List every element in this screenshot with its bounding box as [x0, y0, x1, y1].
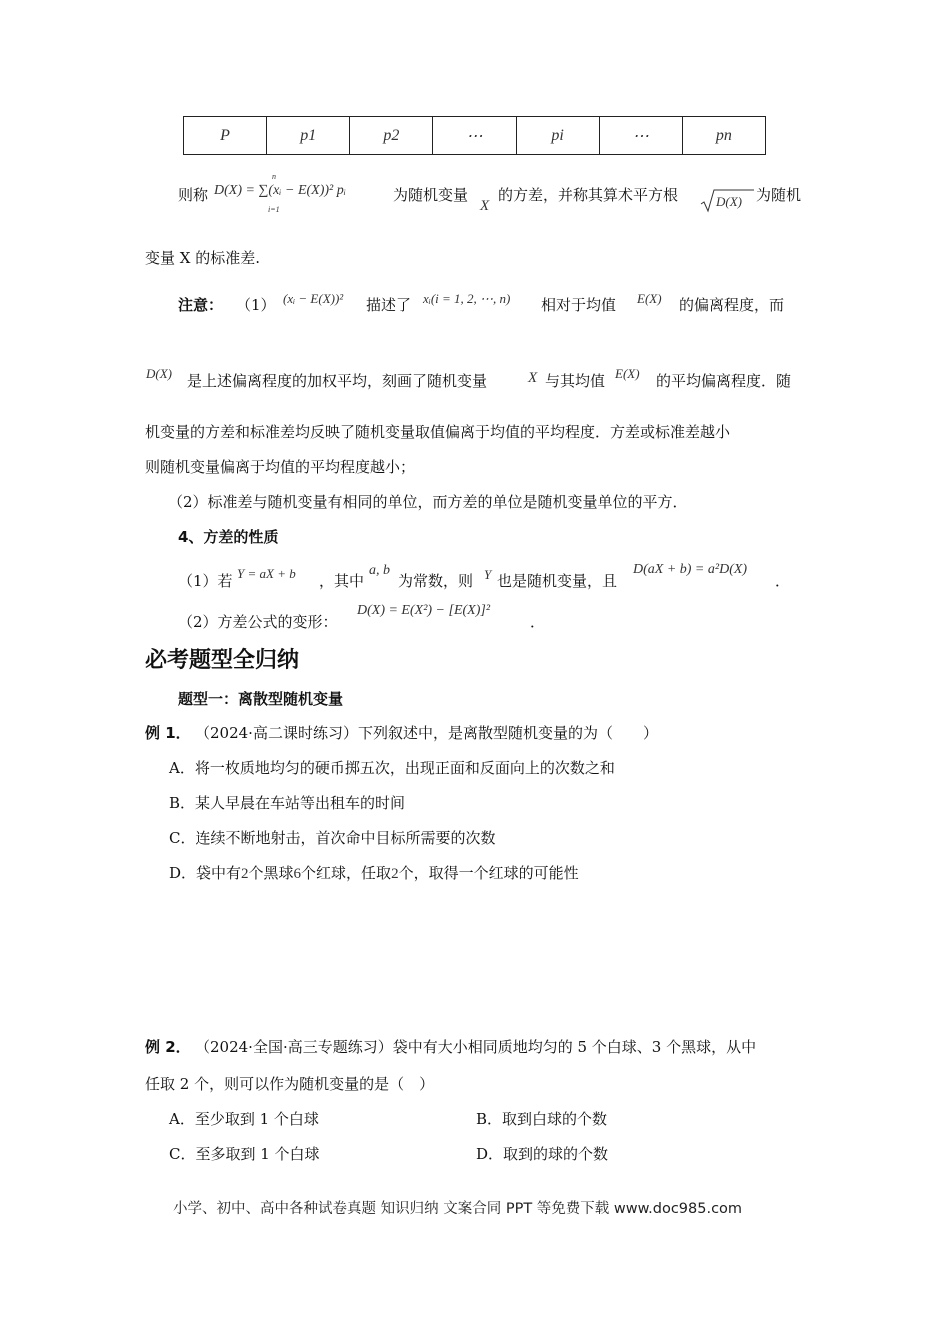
var-x: X: [480, 198, 490, 214]
prop-2-period: ．: [530, 613, 546, 631]
def-text-2: 为随机变量: [393, 186, 469, 204]
note-1-text-d: 的偏离程度，而: [679, 296, 785, 314]
section-title-variance-properties: 4、方差的性质: [178, 528, 279, 546]
deviation-formula: (xᵢ − E(X))²: [283, 291, 344, 306]
xi-range: xᵢ(i = 1, 2, ⋯, n): [423, 291, 511, 306]
prop-1-text-a: （1）若: [178, 572, 233, 590]
table-cell-p2: p2: [350, 117, 433, 155]
def-text-1: 则称: [178, 186, 209, 204]
example-2-option-c: C．至多取到 1 个白球: [169, 1145, 320, 1163]
example-2-label: 例 2．: [145, 1038, 191, 1056]
example-2-option-a: A．至少取到 1 个白球: [169, 1110, 319, 1128]
linear-transform-formula: Y = aX + b: [237, 566, 296, 581]
prop-1-period: ．: [775, 572, 791, 590]
example-2-option-d: D．取到的球的个数: [476, 1145, 609, 1163]
example-1-option-c: C．连续不断地射击，首次命中目标所需要的次数: [169, 829, 496, 847]
distribution-table: [183, 116, 766, 155]
note-line-4: 则随机变量偏离于均值的平均程度越小；: [145, 458, 416, 476]
example-1-label: 例 1．: [145, 724, 191, 742]
table-row: [184, 117, 766, 155]
example-2-option-b: B．取到白球的个数: [476, 1110, 608, 1128]
def-text-4: 为随机: [756, 186, 802, 204]
def-line-2: 变量 X 的标准差.: [145, 249, 260, 267]
sum-lower-limit: i=1: [268, 205, 280, 214]
prop-1-text-b: ，其中: [319, 572, 365, 590]
table-cell-pn: pn: [682, 117, 765, 155]
example-1-stem: （2024·高二课时练习）下列叙述中，是离散型随机变量的为（ ）: [195, 724, 658, 742]
variance-alt-formula: D(X) = E(X²) − [E(X)]²: [357, 603, 491, 618]
page-heading: 必考题型全归纳: [145, 648, 300, 673]
mean-ex-2: E(X): [615, 366, 640, 381]
note-1-text-c: 相对于均值: [541, 296, 617, 314]
question-type-1-title: 题型一：离散型随机变量: [178, 690, 344, 708]
sqrt-argument: D(X): [716, 194, 742, 209]
page-footer: 小学、初中、高中各种试卷真题 知识归纳 文案合同 PPT 等免费下载 www.doc985.com: [173, 1201, 743, 1217]
table-cell-pi: pi: [516, 117, 599, 155]
dx-symbol: D(X): [146, 366, 172, 381]
table-cell-p: P: [184, 117, 267, 155]
example-2-stem-line-2: 任取 2 个，则可以作为随机变量的是（ ）: [145, 1075, 435, 1093]
note-1-text-b: 描述了: [366, 296, 412, 314]
constants-ab: a, b: [369, 563, 390, 578]
prop-2-text-a: （2）方差公式的变形：: [178, 613, 338, 631]
def-text-3: 的方差，并称其算术平方根: [498, 186, 679, 204]
example-1-option-a: A．将一枚质地均匀的硬币掷五次，出现正面和反面向上的次数之和: [169, 759, 615, 777]
var-y: Y: [484, 567, 492, 582]
example-1-option-b: B．某人早晨在车站等出租车的时间: [169, 794, 406, 812]
table-cell-dots: ⋯: [433, 117, 516, 155]
variance-linear-property: D(aX + b) = a²D(X): [633, 562, 748, 577]
example-1-option-d: D．袋中有2个黑球6个红球，任取2个，取得一个红球的可能性: [169, 864, 579, 882]
prop-1-text-d: 也是随机变量，且: [497, 572, 618, 590]
note-2-text-b: 与其均值: [545, 372, 606, 390]
example-2-stem-line-1: （2024·全国·高三专题练习）袋中有大小相同质地均匀的 5 个白球、3 个黑球，从中: [195, 1038, 757, 1056]
table-cell-p1: p1: [267, 117, 350, 155]
mean-ex: E(X): [637, 291, 662, 306]
note-line-5: （2）标准差与随机变量有相同的单位，而方差的单位是随机变量单位的平方．: [168, 493, 688, 511]
var-x-2: X: [528, 370, 538, 386]
sum-upper-limit: n: [272, 172, 276, 181]
note-2-text-c: 的平均偏离程度．随: [656, 372, 792, 390]
variance-formula: D(X) = ∑(xᵢ − E(X))² pᵢ: [214, 183, 346, 198]
note-1-prefix: （1）: [236, 296, 276, 314]
prop-1-text-c: 为常数，则: [398, 572, 474, 590]
note-line-3: 机变量的方差和标准差均反映了随机变量取值偏离于均值的平均程度．方差或标准差越小: [145, 423, 731, 441]
note-2-text-a: 是上述偏离程度的加权平均，刻画了随机变量: [187, 372, 488, 390]
note-label: 注意：: [178, 296, 224, 314]
table-cell-dots: ⋯: [599, 117, 682, 155]
